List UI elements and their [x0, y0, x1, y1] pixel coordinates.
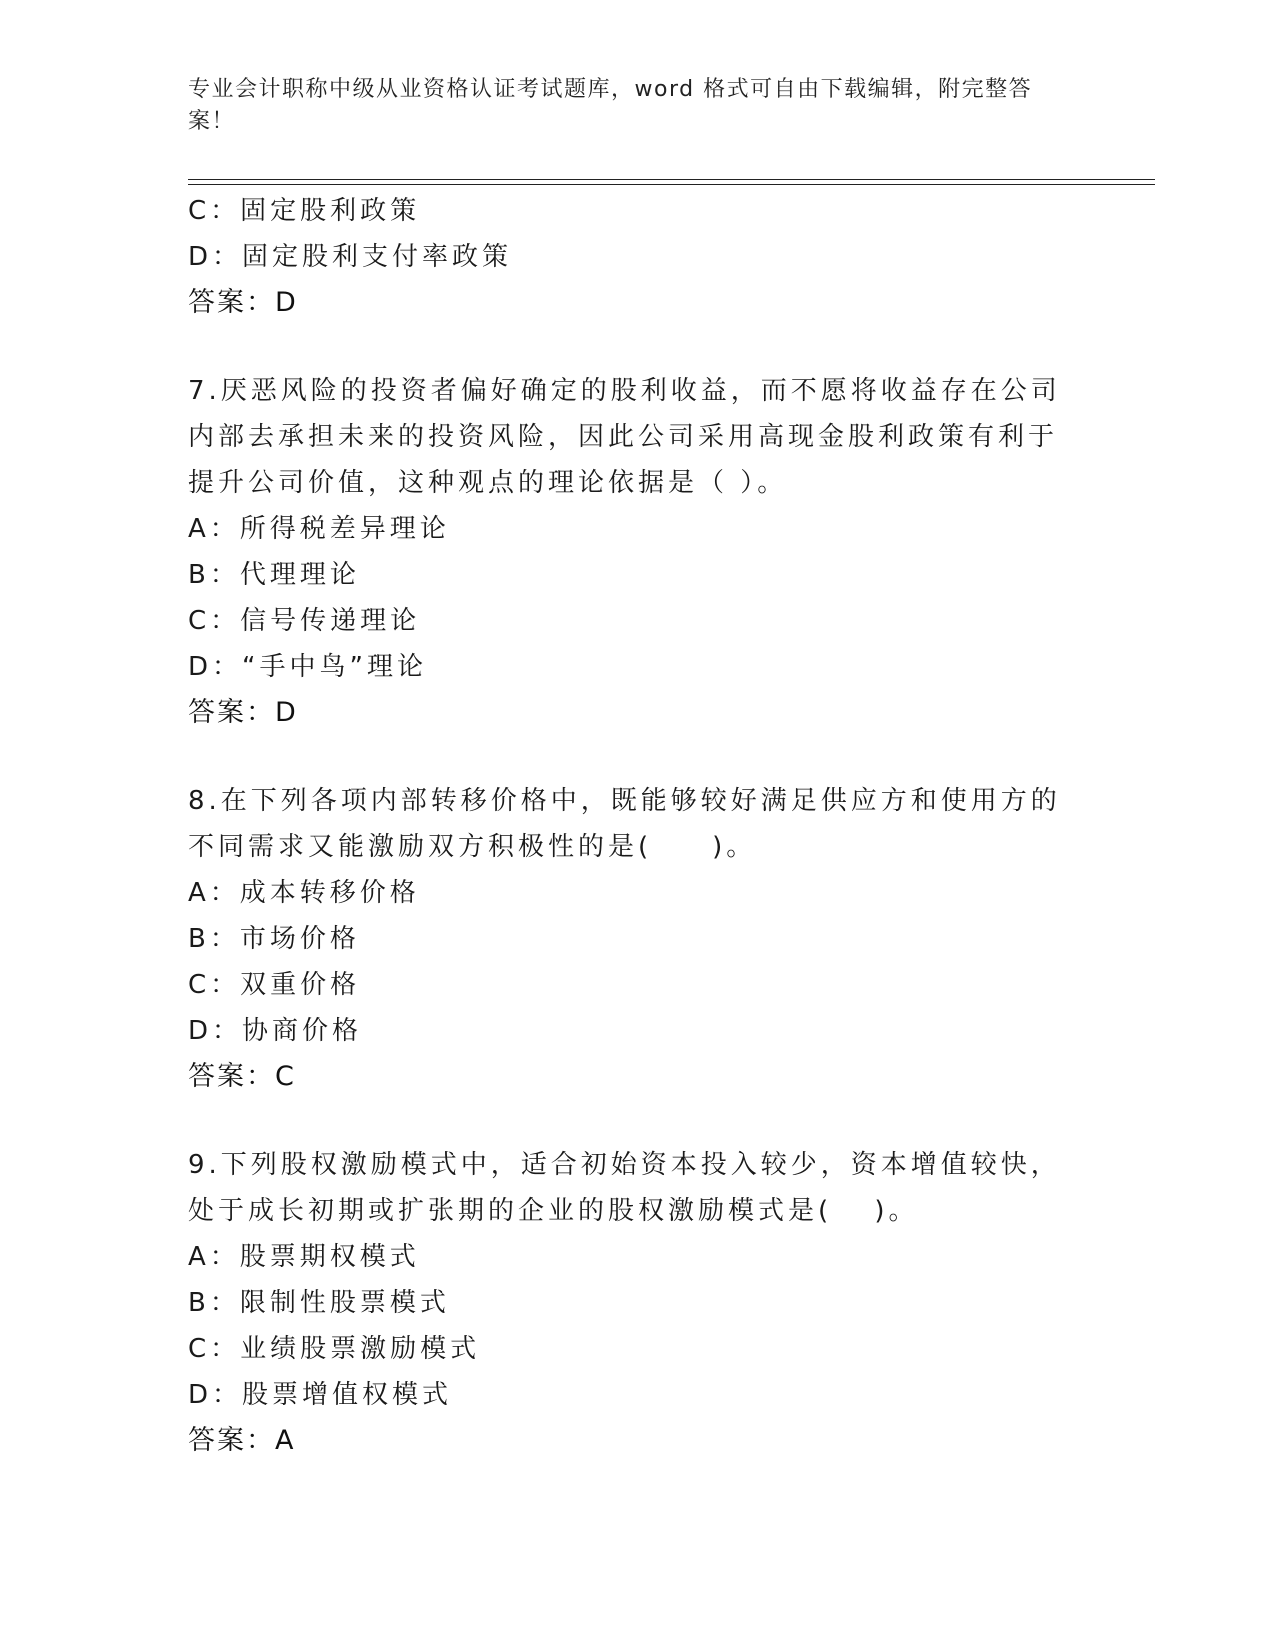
answer-line: 答案：A [188, 1425, 296, 1456]
option-c: C：信号传递理论 [188, 606, 421, 636]
option-b: B：市场价格 [188, 924, 360, 954]
question-stem: 9.下列股权激励模式中，适合初始资本投入较少，资本增值较快，处于成长初期或扩张期的企业的股权激励模式是( )。 [188, 1150, 1061, 1226]
answer-line: 答案：C [188, 1061, 296, 1092]
header-rule-bottom [188, 184, 1155, 185]
question-9 [188, 1142, 1068, 1464]
option-d: D：协商价格 [188, 1016, 363, 1046]
option-c: C：双重价格 [188, 970, 361, 1000]
question-8 [188, 778, 1068, 1100]
option-d: D：“手中鸟”理论 [188, 652, 427, 682]
option-a: A：股票期权模式 [188, 1242, 420, 1272]
header-rule-top [188, 179, 1155, 180]
option-c: C：业绩股票激励模式 [188, 1334, 481, 1364]
option-d: D：股票增值权模式 [188, 1380, 453, 1410]
option-a: A：所得税差异理论 [188, 514, 450, 544]
option-d: D：固定股利支付率政策 [188, 242, 513, 272]
answer-line: 答案：D [188, 697, 298, 728]
option-b: B：限制性股票模式 [188, 1288, 450, 1318]
option-a: A：成本转移价格 [188, 878, 420, 908]
question-6-tail [188, 188, 1068, 326]
question-stem: 7.厌恶风险的投资者偏好确定的股利收益，而不愿将收益存在公司内部去承担未来的投资风险，因此公司采用高现金股利政策有利于提升公司价值，这种观点的理论依据是（ ）。 [188, 376, 1061, 498]
option-c: C：固定股利政策 [188, 196, 421, 226]
page-header: 专业会计职称中级从业资格认证考试题库，word 格式可自由下载编辑，附完整答案！ [188, 77, 1033, 134]
question-stem: 8.在下列各项内部转移价格中，既能够较好满足供应方和使用方的不同需求又能激励双方积极性的是( )。 [188, 786, 1061, 862]
answer-line: 答案：D [188, 287, 298, 318]
question-content [188, 188, 1068, 1464]
question-7 [188, 368, 1068, 736]
option-b: B：代理理论 [188, 560, 360, 590]
